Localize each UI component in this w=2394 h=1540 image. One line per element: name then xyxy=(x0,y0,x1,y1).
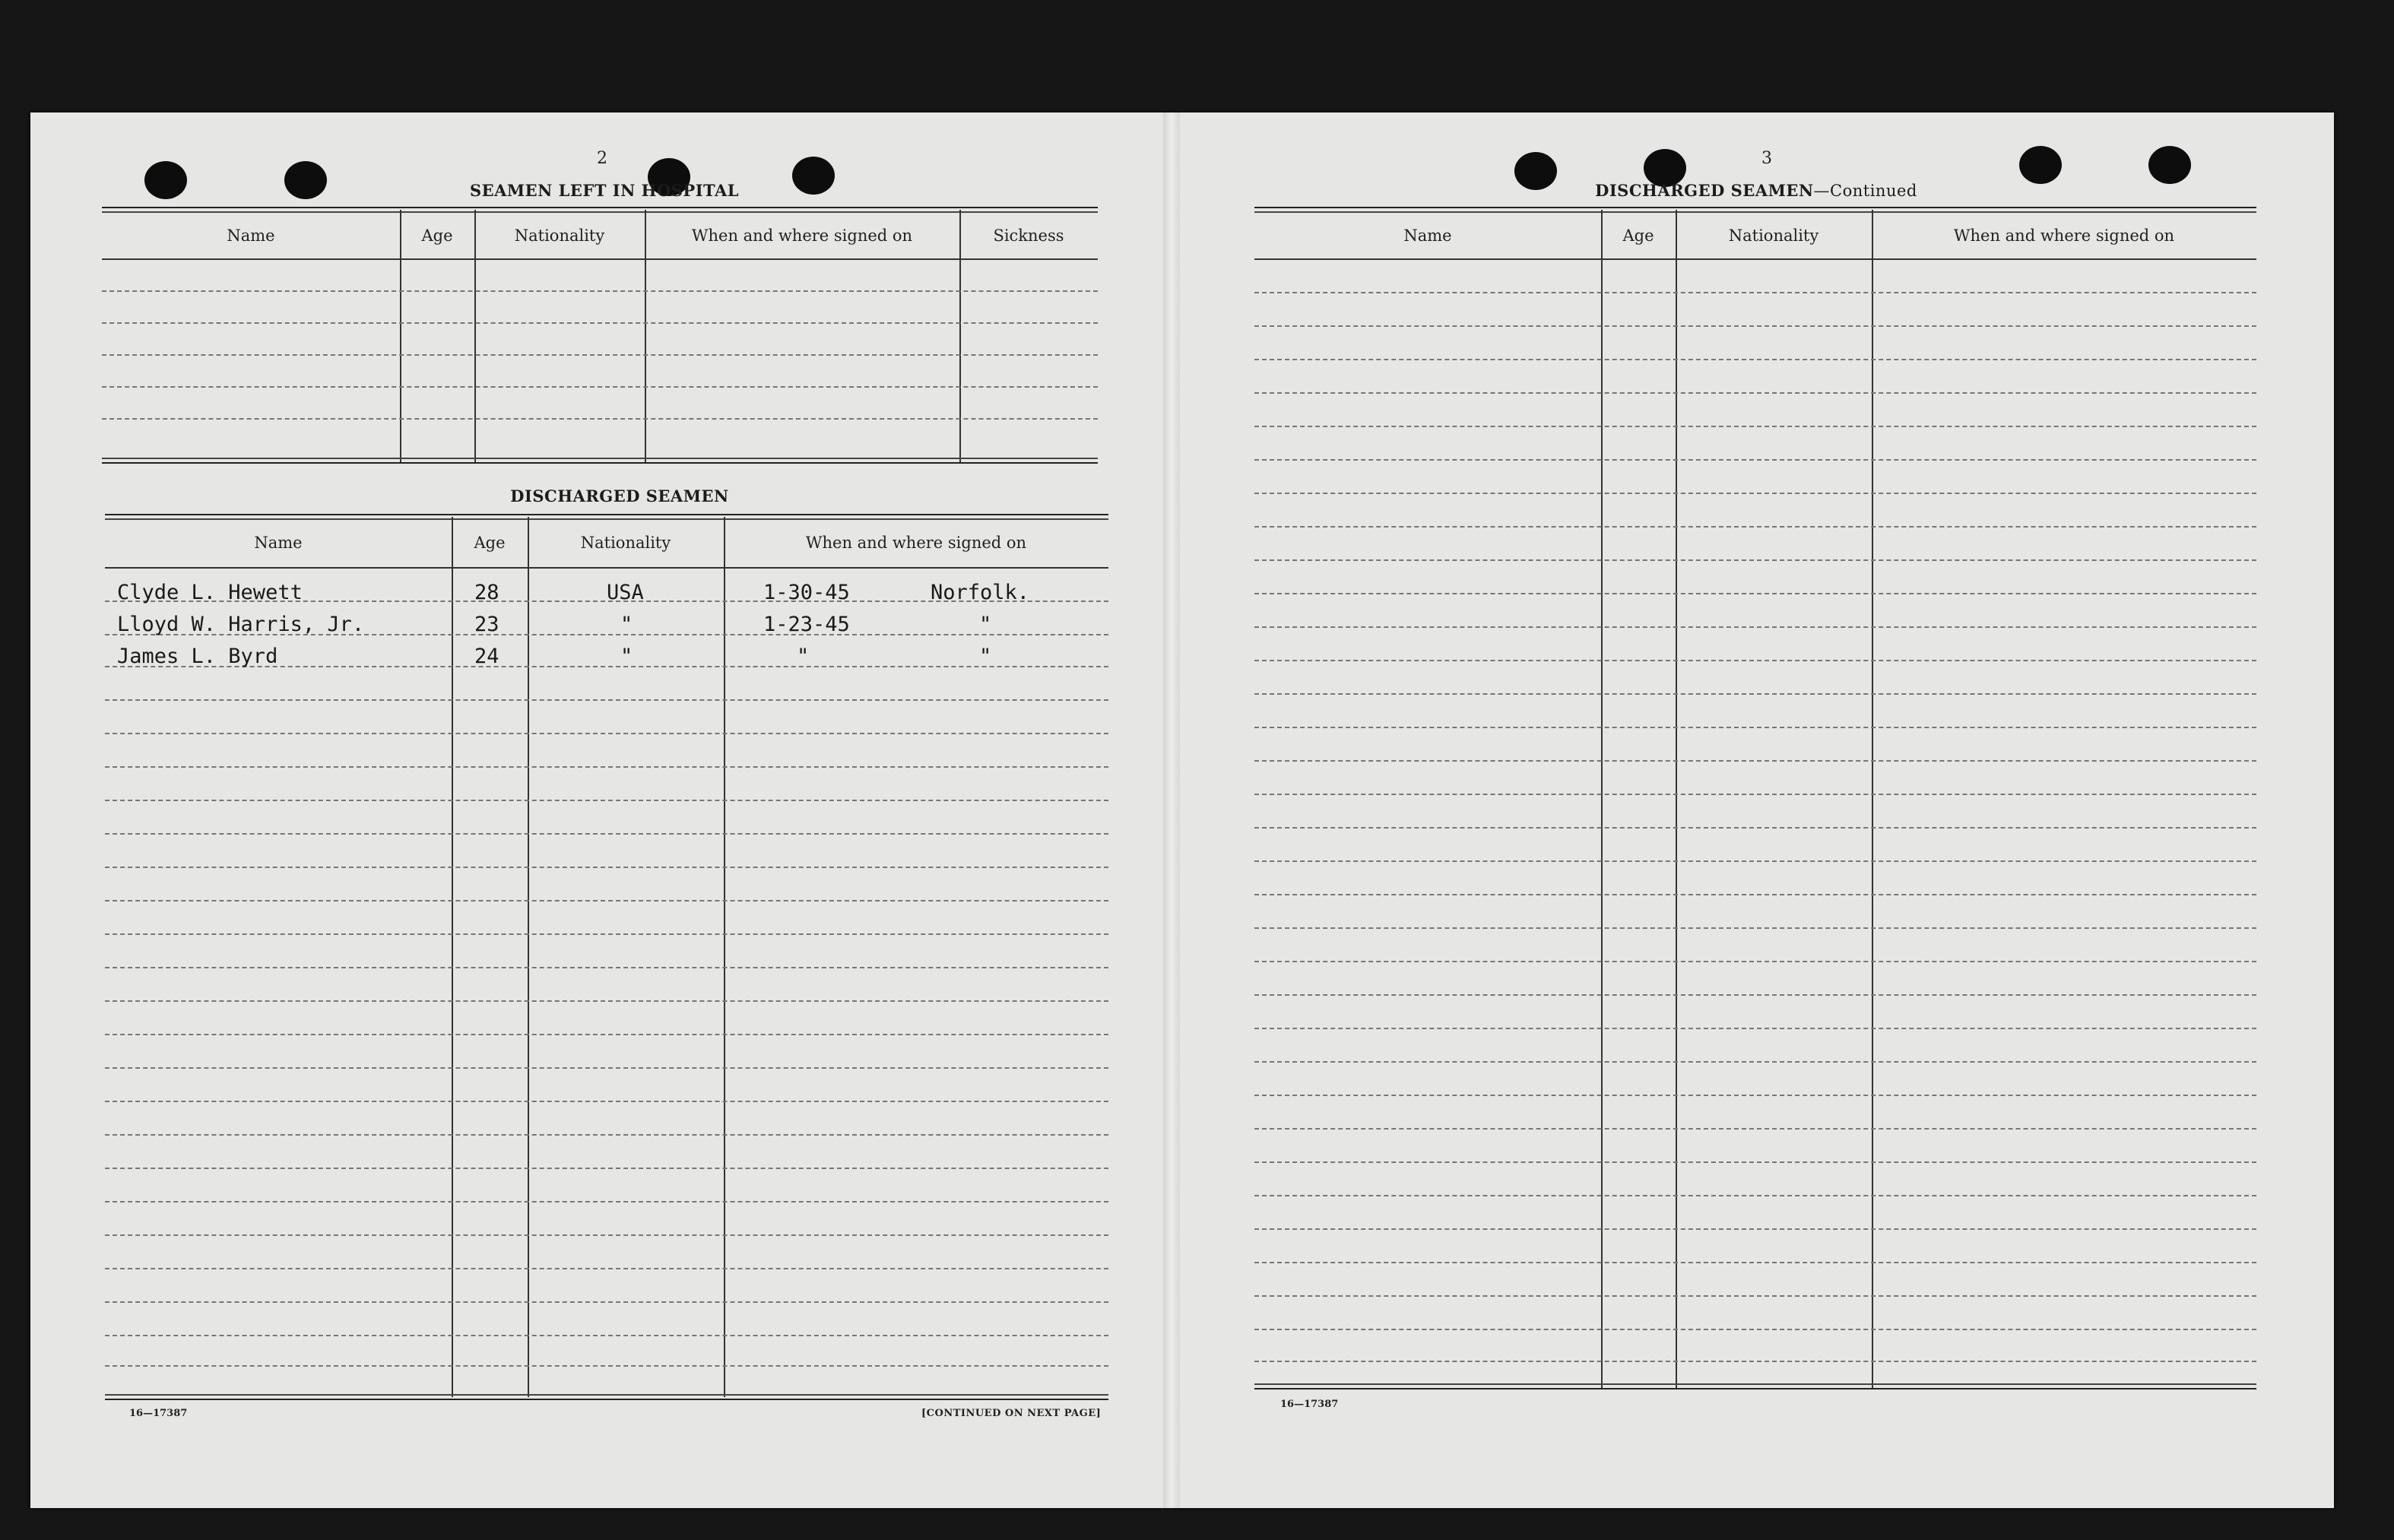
punch-hole xyxy=(792,157,835,195)
punch-hole xyxy=(1514,152,1557,190)
col-header-when-where: When and where signed on xyxy=(805,534,1027,552)
punch-hole xyxy=(2148,146,2191,184)
discharged-table xyxy=(105,514,1108,1403)
form-number-right: 16—17387 xyxy=(1280,1399,1339,1410)
page-fold xyxy=(1163,112,1180,1508)
punch-hole xyxy=(144,161,187,199)
punch-hole xyxy=(284,161,327,199)
col-header-nationality: Nationality xyxy=(580,534,671,552)
entry-name: Clyde L. Hewett xyxy=(117,581,303,604)
entry-when: 1-23-45 xyxy=(763,613,850,636)
entry-when: 1-30-45 xyxy=(763,581,850,604)
col-header-age: Age xyxy=(1622,227,1654,245)
discharged-section-title: DISCHARGED SEAMEN xyxy=(510,486,729,505)
discharged-continued-table xyxy=(1254,207,2256,1393)
punch-hole xyxy=(2019,146,2062,184)
col-header-age: Age xyxy=(421,227,453,245)
entry-where: " xyxy=(979,613,992,636)
form-number-left: 16—17387 xyxy=(129,1408,188,1419)
col-header-nationality: Nationality xyxy=(514,227,605,245)
col-header-name: Name xyxy=(254,534,303,552)
title-main: DISCHARGED SEAMEN xyxy=(1595,181,1814,200)
entry-nationality: " xyxy=(620,613,633,636)
hospital-section-title: SEAMEN LEFT IN HOSPITAL xyxy=(469,181,740,200)
entry-name: James L. Byrd xyxy=(117,645,278,668)
col-header-when-where: When and where signed on xyxy=(1953,227,2175,245)
entry-age: 24 xyxy=(474,645,499,668)
entry-when: " xyxy=(797,645,810,668)
entry-nationality: " xyxy=(620,645,633,668)
col-header-age: Age xyxy=(474,534,506,552)
col-header-sickness: Sickness xyxy=(993,227,1064,245)
discharged-continued-title xyxy=(1566,181,1946,200)
page-number-left: 2 xyxy=(597,149,607,168)
page-number-right: 3 xyxy=(1761,149,1772,168)
entry-name: Lloyd W. Harris, Jr. xyxy=(117,613,365,636)
continued-note: [CONTINUED ON NEXT PAGE] xyxy=(921,1408,1102,1419)
col-header-nationality: Nationality xyxy=(1728,227,1819,245)
hospital-table xyxy=(102,207,1098,467)
col-header-name: Name xyxy=(227,227,275,245)
entry-nationality: USA xyxy=(607,581,644,604)
entry-age: 23 xyxy=(474,613,499,636)
entry-age: 28 xyxy=(474,581,499,604)
col-header-name: Name xyxy=(1403,227,1452,245)
entry-where: Norfolk. xyxy=(931,581,1030,604)
col-header-when-where: When and where signed on xyxy=(691,227,913,245)
title-suffix: —Continued xyxy=(1813,182,1917,200)
entry-where: " xyxy=(979,645,992,668)
